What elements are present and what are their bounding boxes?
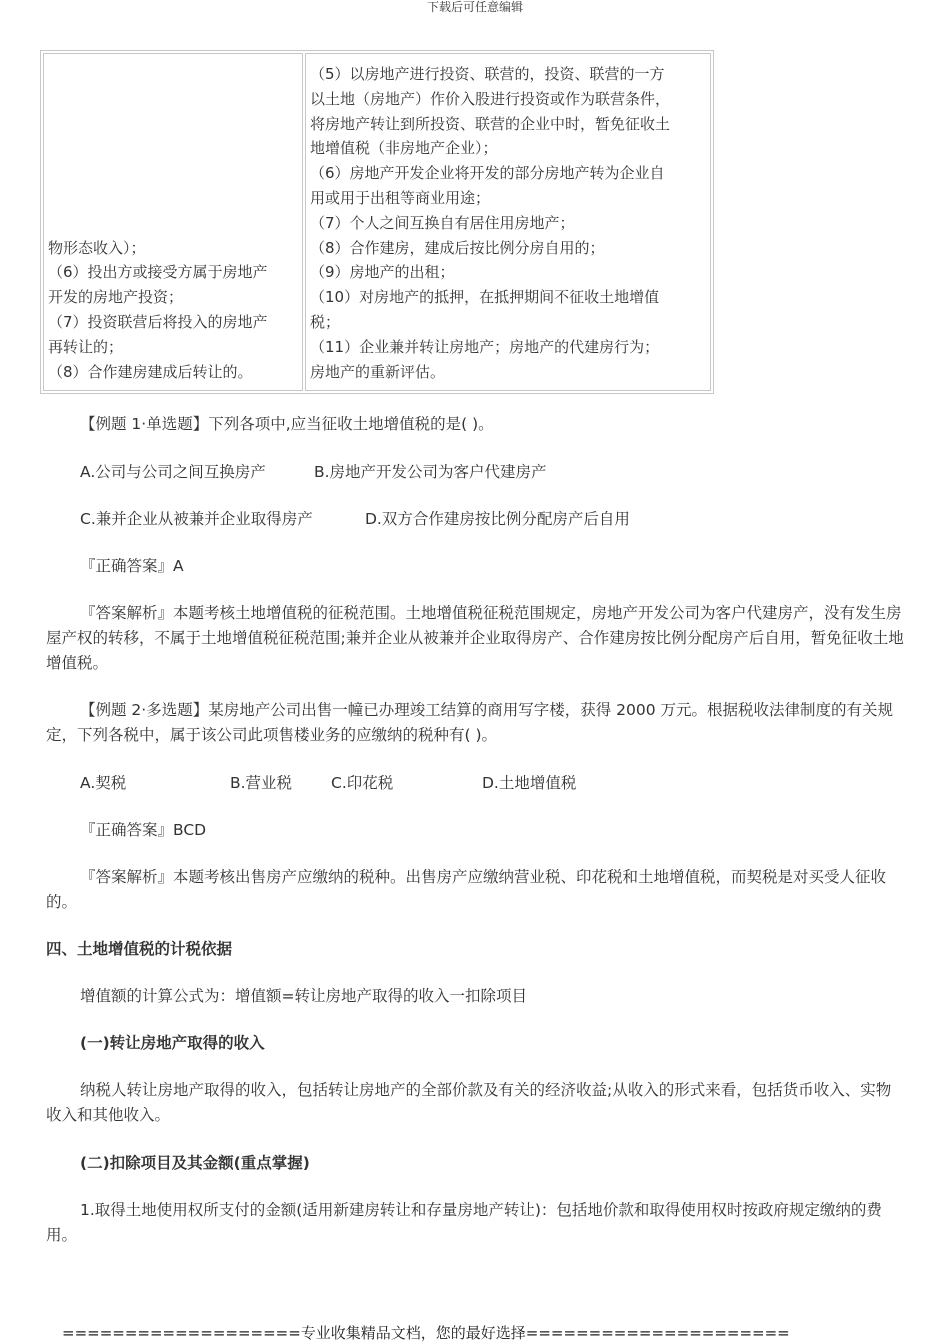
example1-option-b: B.房地产开发公司为客户代建房产 <box>314 463 547 481</box>
table-right-cell <box>305 53 711 391</box>
table-line: 开发的房地产投资； <box>48 288 184 307</box>
example2-option-b: B.营业税 <box>230 774 293 792</box>
example2-answer: 『正确答案』BCD <box>80 821 207 839</box>
header-note: 下载后可任意编辑 <box>426 0 523 14</box>
example1-option-a: A.公司与公司之间互换房产 <box>80 463 266 481</box>
table-line: 再转让的； <box>48 337 124 356</box>
example1-option-c: C.兼并企业从被兼并企业取得房产 <box>80 510 313 528</box>
subsection1-text: 纳税人转让房地产取得的收入，包括转让房地产的全部价款及有关的经济收益;从收入的形式来看，包括货币收入、实物收入和其他收入。 <box>46 1081 892 1124</box>
table-line: （11）企业兼并转让房地产；房地产的代建房行为； <box>310 337 660 356</box>
table-line: （8）合作建房建成后转让的。 <box>48 362 253 381</box>
table-line: 将房地产转让到所投资、联营的企业中时，暂免征收土 <box>310 114 671 133</box>
table-line: （10）对房地产的抵押，在抵押期间不征收土地增值 <box>310 288 660 307</box>
table-line: （6）投出方或接受方属于房地产 <box>48 263 268 282</box>
example2-question: 【例题 2·多选题】某房地产公司出售一幢已办理竣工结算的商用写字楼，获得 2000 万元。根据税收法律制度的有关规定，下列各税中，属于该公司此项售楼业务的应缴纳的税种有( )。 <box>46 701 894 744</box>
footer-banner: ===================专业收集精品文档，您的最好选择===================== <box>62 1324 790 1342</box>
table-line: 地增值税（非房地产企业）； <box>310 139 498 158</box>
table-line: 物形态收入）； <box>48 238 146 257</box>
formula-text: 增值额的计算公式为：增值额=转让房地产取得的收入一扣除项目 <box>80 987 527 1005</box>
subsection1-heading: (一)转让房地产取得的收入 <box>80 1034 265 1052</box>
table-line: （8）合作建房，建成后按比例分房自用的； <box>310 238 605 257</box>
section-heading: 四、土地增值税的计税依据 <box>46 940 233 958</box>
table-line: 以土地（房地产）作价入股进行投资或作为联营条件， <box>310 89 671 108</box>
table-line: （7）投资联营后将投入的房地产 <box>48 312 268 331</box>
table-left-cell <box>43 53 303 391</box>
example2-analysis: 『答案解析』本题考核出售房产应缴纳的税种。出售房产应缴纳营业税、印花税和土地增值税，而契税是对买受人征收的。 <box>46 868 887 911</box>
example1-option-d: D.双方合作建房按比例分配房产后自用 <box>365 510 630 528</box>
example2-option-d: D.土地增值税 <box>482 774 577 792</box>
example2-option-c: C.印花税 <box>331 774 394 792</box>
tax-scope-table <box>40 50 714 394</box>
example1-answer: 『正确答案』A <box>80 557 184 575</box>
example2-option-a: A.契税 <box>80 774 127 792</box>
table-line: （5）以房地产进行投资、联营的，投资、联营的一方 <box>310 65 665 83</box>
subsection2-heading: (二)扣除项目及其金额(重点掌握) <box>80 1154 310 1172</box>
example1-question: 【例题 1·单选题】下列各项中,应当征收土地增值税的是( )。 <box>80 415 494 433</box>
deduction-item-1: 1.取得土地使用权所支付的金额(适用新建房转让和存量房地产转让)：包括地价款和取得使用权时按政府规定缴纳的费用。 <box>46 1201 882 1244</box>
table-line: 用或用于出租等商业用途； <box>310 188 491 207</box>
table-line: （6）房地产开发企业将开发的部分房地产转为企业自 <box>310 164 665 183</box>
table-line: （7）个人之间互换自有居住用房地产； <box>310 213 575 232</box>
table-line: 房地产的重新评估。 <box>310 362 446 381</box>
table-line: 税； <box>310 312 341 331</box>
example1-analysis: 『答案解析』本题考核土地增值税的征税范围。土地增值税征税范围规定，房地产开发公司为客户代建房产，没有发生房屋产权的转移，不属于土地增值税征税范围;兼并企业从被兼并企业取得房产、合作建房按比例分配房产后自用，暂免征收土地增值税。 <box>46 604 904 672</box>
table-line: （9）房地产的出租； <box>310 263 455 282</box>
